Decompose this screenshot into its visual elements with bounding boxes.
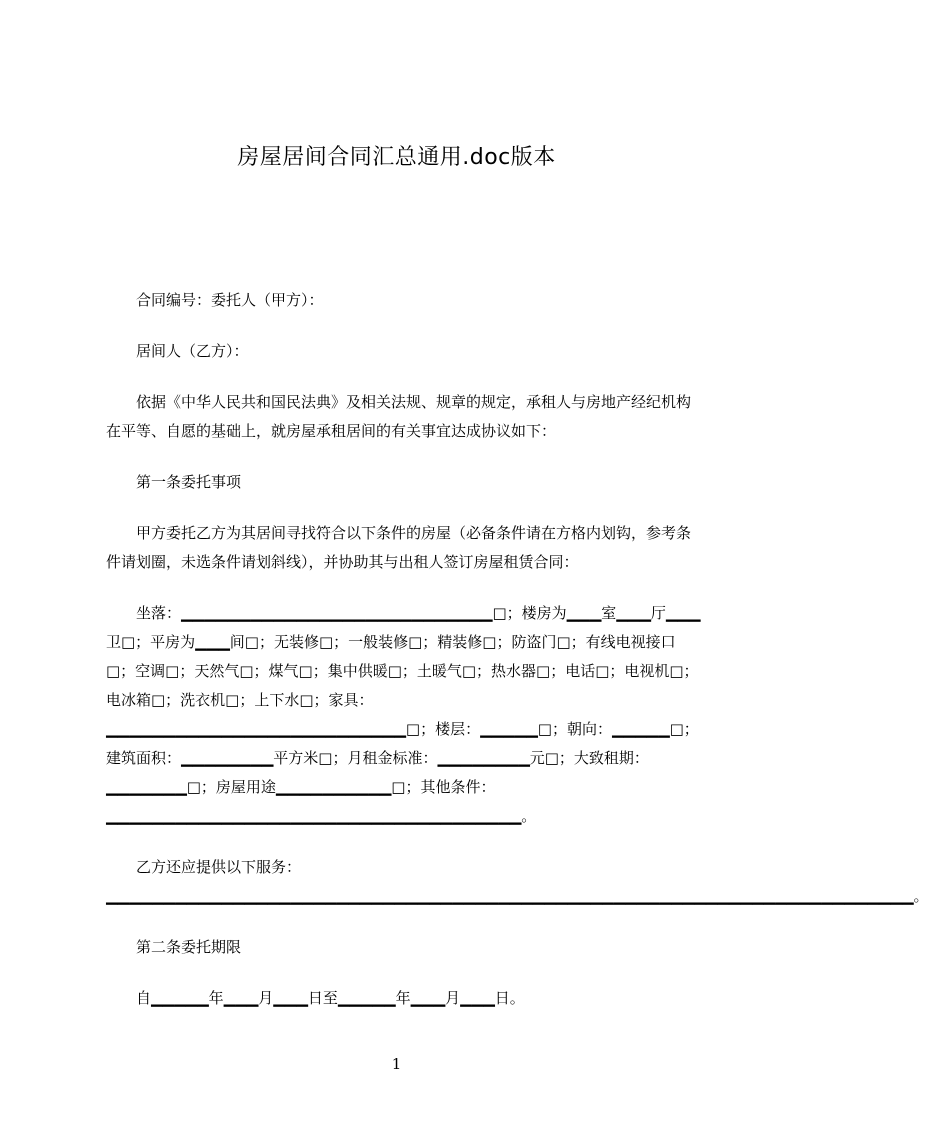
article-1-intro: 甲方委托乙方为其居间寻找符合以下条件的房屋（必备条件请在方格内划钩，参考条件请划圈，未选条件请划斜线），并协助其与出租人签订房屋租赁合同：: [106, 524, 692, 571]
property-conditions-paragraph: 坐落：▁▁▁▁▁▁▁▁▁▁▁▁▁▁▁▁▁▁▁▁▁▁▁▁▁▁▁□；楼房为▁▁▁室▁▁▁厅▁▁▁卫□；平房为▁▁▁间□；无装修□；一般装修□；精装修□；防盗门□；有线电视接口□；空调□；天然气□；煤气□；集中供暖□；土暖气□；热水器□；电话□；电视机□；电冰箱□；洗衣机□；上下水□；家具：▁▁▁▁▁▁▁▁▁▁▁▁▁▁▁▁▁▁▁▁▁▁▁▁▁▁□；楼层：▁▁▁▁▁□；朝向：▁▁▁▁▁□；建筑面积：▁▁▁▁▁▁▁▁平方米□；月租金标准：▁▁▁▁▁▁▁▁元□；大致租期：▁▁▁▁▁▁▁□；房屋用途▁▁▁▁▁▁▁▁▁▁□；其他条件：▁▁▁▁▁▁▁▁▁▁▁▁▁▁▁▁▁▁▁▁▁▁▁▁▁▁▁▁▁▁▁▁▁▁▁▁。: [106, 604, 701, 825]
page-number: 1: [391, 1055, 402, 1073]
document-body: [106, 286, 929, 1013]
intermediary-line: 居间人（乙方）：: [136, 342, 249, 360]
additional-services-paragraph: 乙方还应提供以下服务：▁▁▁▁▁▁▁▁▁▁▁▁▁▁▁▁▁▁▁▁▁▁▁▁▁▁▁▁▁▁▁▁▁▁▁▁▁▁▁▁▁▁▁▁▁▁▁▁▁▁▁▁▁▁▁▁▁▁▁▁▁▁▁▁▁▁▁▁▁▁。: [106, 858, 929, 905]
preamble-paragraph: 依据《中华人民共和国民法典》及相关法规、规章的规定，承租人与房地产经纪机构在平等、自愿的基础上，就房屋承租居间的有关事宜达成协议如下：: [106, 393, 692, 440]
article-1-heading: 第一条委托事项: [136, 473, 242, 491]
document-title: 房屋居间合同汇总通用.doc版本: [237, 145, 556, 170]
article-2-heading: 第二条委托期限: [136, 938, 242, 956]
contract-number-line: 合同编号：委托人（甲方）：: [136, 291, 324, 309]
term-dates-line: 自▁▁▁▁▁年▁▁▁月▁▁▁日至▁▁▁▁▁年▁▁▁月▁▁▁日。: [136, 989, 525, 1007]
